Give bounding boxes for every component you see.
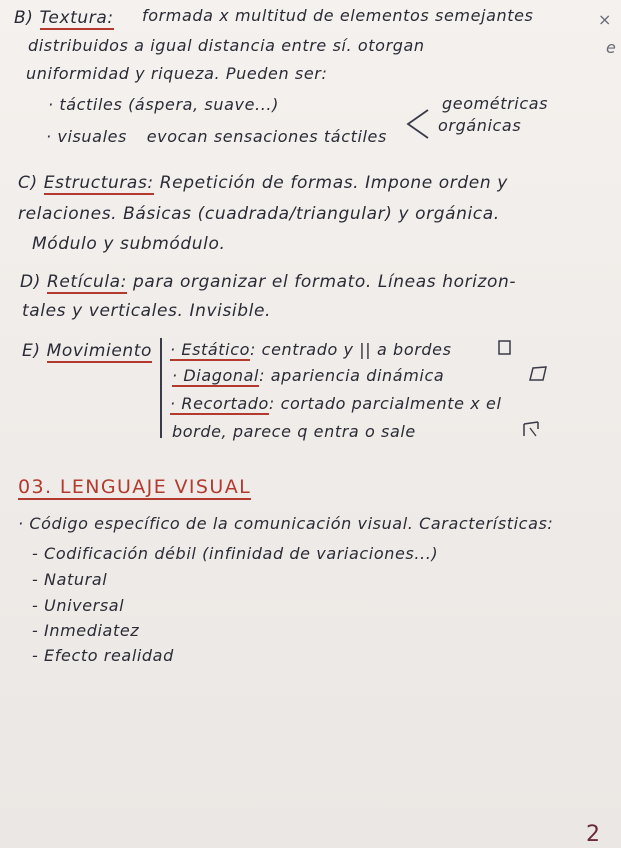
section-e-title: Movimiento — [46, 341, 153, 361]
section-03-title-text: 03. LENGUAJE VISUAL — [18, 476, 252, 498]
movement-item-diagonal — [172, 368, 444, 384]
texture-item-visuales-text: evocan sensaciones táctiles — [146, 127, 387, 146]
movement-item-diagonal-text: : apariencia dinámica — [259, 366, 445, 385]
movement-item-recortado-text: : cortado parcialmente x el — [268, 394, 502, 413]
section-c-line3: Módulo y submódulo. — [32, 234, 226, 254]
section-c-label: C) — [18, 173, 38, 193]
movement-item-recortado-label: · Recortado — [170, 394, 269, 413]
margin-mark-x: × — [598, 10, 613, 29]
movement-item-estatico-text: : centrado y || a bordes — [250, 340, 452, 359]
section-c-line1: Repetición de formas. Impone orden y — [159, 173, 508, 193]
movement-item-recortado — [170, 396, 502, 412]
texture-branch-organicas: orgánicas — [438, 116, 522, 135]
section-03-item: - Natural — [32, 570, 108, 589]
section-b-title: Textura: — [39, 8, 114, 28]
cropped-square-icon — [522, 420, 544, 438]
section-d-label: D) — [20, 272, 41, 292]
section-c-title: Estructuras: — [43, 173, 154, 193]
movement-item-diagonal-label: · Diagonal — [172, 366, 260, 385]
movement-item-recortado-cont: borde, parece q entra o sale — [172, 422, 416, 441]
section-d-title: Retícula: — [46, 272, 128, 292]
texture-item-visuales-label: · visuales — [46, 127, 127, 146]
movement-item-estatico — [170, 342, 452, 358]
section-c-heading — [18, 175, 508, 192]
tilted-square-icon — [528, 366, 548, 382]
section-d-line2: tales y verticales. Invisible. — [22, 301, 272, 321]
section-b-label: B) — [14, 8, 34, 28]
branch-bracket-icon — [404, 108, 434, 142]
square-icon — [498, 340, 512, 356]
margin-mark-e: e — [606, 38, 617, 57]
section-c-line2: relaciones. Básicas (cuadrada/triangular) y orgánica. — [18, 204, 500, 224]
section-e-label: E) — [22, 341, 41, 361]
page-number: 2 — [586, 822, 600, 847]
movement-brace-line — [160, 338, 162, 438]
movement-item-estatico-label: · Estático — [170, 340, 250, 359]
section-03-item: - Codificación débil (infinidad de variaciones...) — [32, 544, 439, 563]
section-03-intro: · Código específico de la comunicación visual. Características: — [18, 514, 554, 533]
section-03-item: - Efecto realidad — [32, 646, 174, 665]
section-b-line2: distribuidos a igual distancia entre sí. otorgan — [28, 36, 425, 55]
section-03-title — [18, 478, 251, 497]
texture-item-visuales — [46, 129, 387, 145]
section-b-line1: formada x multitud de elementos semejantes — [142, 6, 534, 25]
section-b-heading — [14, 10, 114, 27]
section-d-heading — [20, 274, 516, 291]
section-03-item: - Universal — [32, 596, 125, 615]
section-03-item: - Inmediatez — [32, 621, 140, 640]
texture-item-tactiles: · táctiles (áspera, suave...) — [48, 95, 279, 114]
section-e-heading — [22, 343, 152, 360]
section-b-line3: uniformidad y riqueza. Pueden ser: — [26, 64, 328, 83]
texture-branch-geometricas: geométricas — [442, 94, 549, 113]
section-d-line1: para organizar el formato. Líneas horizon- — [133, 272, 517, 292]
